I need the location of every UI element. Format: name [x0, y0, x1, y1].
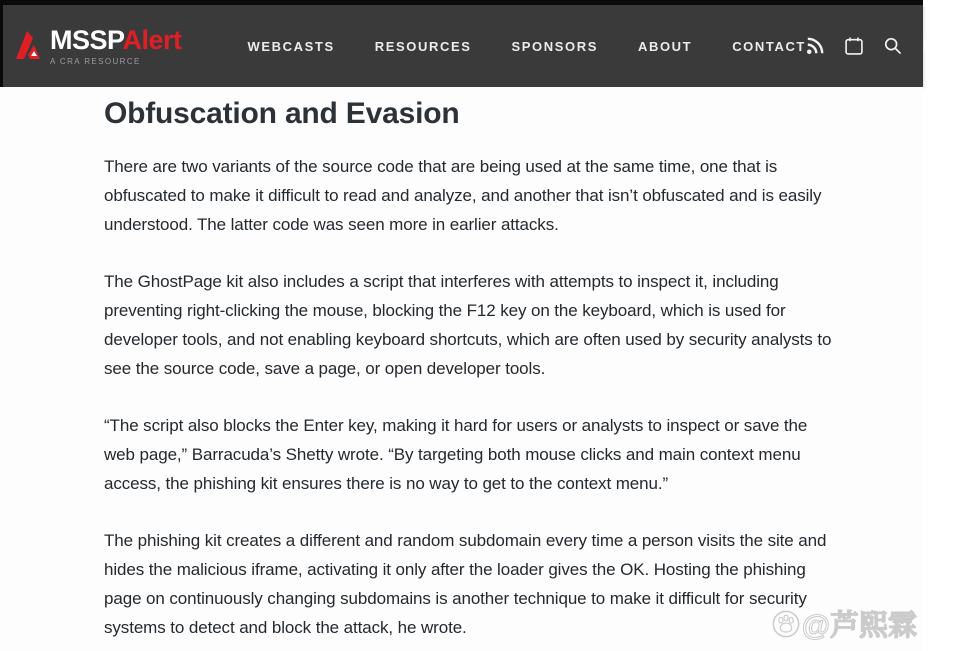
logo-tagline: A CRA RESOURCE — [50, 56, 141, 66]
rss-icon[interactable] — [806, 37, 824, 55]
nav-item-about[interactable]: ABOUT — [637, 38, 693, 54]
article-paragraph-1: There are two variants of the source code that are being used at the same time, one that is obfuscated to make it difficult to read and analyze, and another that isn’t obfuscated and is easily understood. The latter code was seen more in earlier attacks. — [104, 156, 822, 234]
nav-item-contact[interactable]: CONTACT — [732, 38, 806, 54]
mssp-alert-logo[interactable] — [14, 24, 182, 66]
login-link[interactable]: Log In — [922, 37, 971, 54]
article-content — [0, 87, 923, 642]
mssp-alert-logo-icon — [14, 29, 44, 63]
logo-text — [50, 24, 182, 66]
article-paragraph-3: “The script also blocks the Enter key, making it hard for users or analysts to inspect or save the web page,” Barracuda’s Shetty wrote. “By targeting both mouse clicks and main context menu access, the phishing kit ensures there is no way to get to the context menu.” — [104, 415, 808, 493]
article-paragraph-2: The GhostPage kit also includes a script that interferes with attempts to inspect it, including preventing right-clicking the mouse, blocking the F12 key on the keyboard, which is used for developer tools, and not enabling keyboard shortcuts, which are often used by security analysts to see the source code, save a page, or open developer tools. — [104, 271, 832, 378]
site-header — [0, 5, 971, 87]
nav-item-sponsors[interactable]: SPONSORS — [511, 38, 598, 54]
logo-text-primary: MSSP — [50, 24, 123, 55]
main-nav — [248, 39, 806, 54]
header-actions — [806, 37, 971, 55]
nav-item-webcasts[interactable]: WEBCASTS — [247, 38, 335, 54]
article-section-heading: Obfuscation and Evasion — [104, 97, 460, 130]
article-paragraph-4: The phishing kit creates a different and random subdomain every time a person visits the site and hides the malicious iframe, activating it only after the loader gives the OK. Hosting the phishing page on continuously changing subdomains is another technique to make it difficult for security systems to detect and block the attack, he wrote. — [104, 530, 827, 637]
calendar-icon[interactable] — [845, 37, 863, 55]
nav-item-resources[interactable]: RESOURCES — [374, 38, 472, 54]
search-icon[interactable] — [884, 37, 902, 55]
logo-text-secondary: Alert — [122, 24, 182, 55]
